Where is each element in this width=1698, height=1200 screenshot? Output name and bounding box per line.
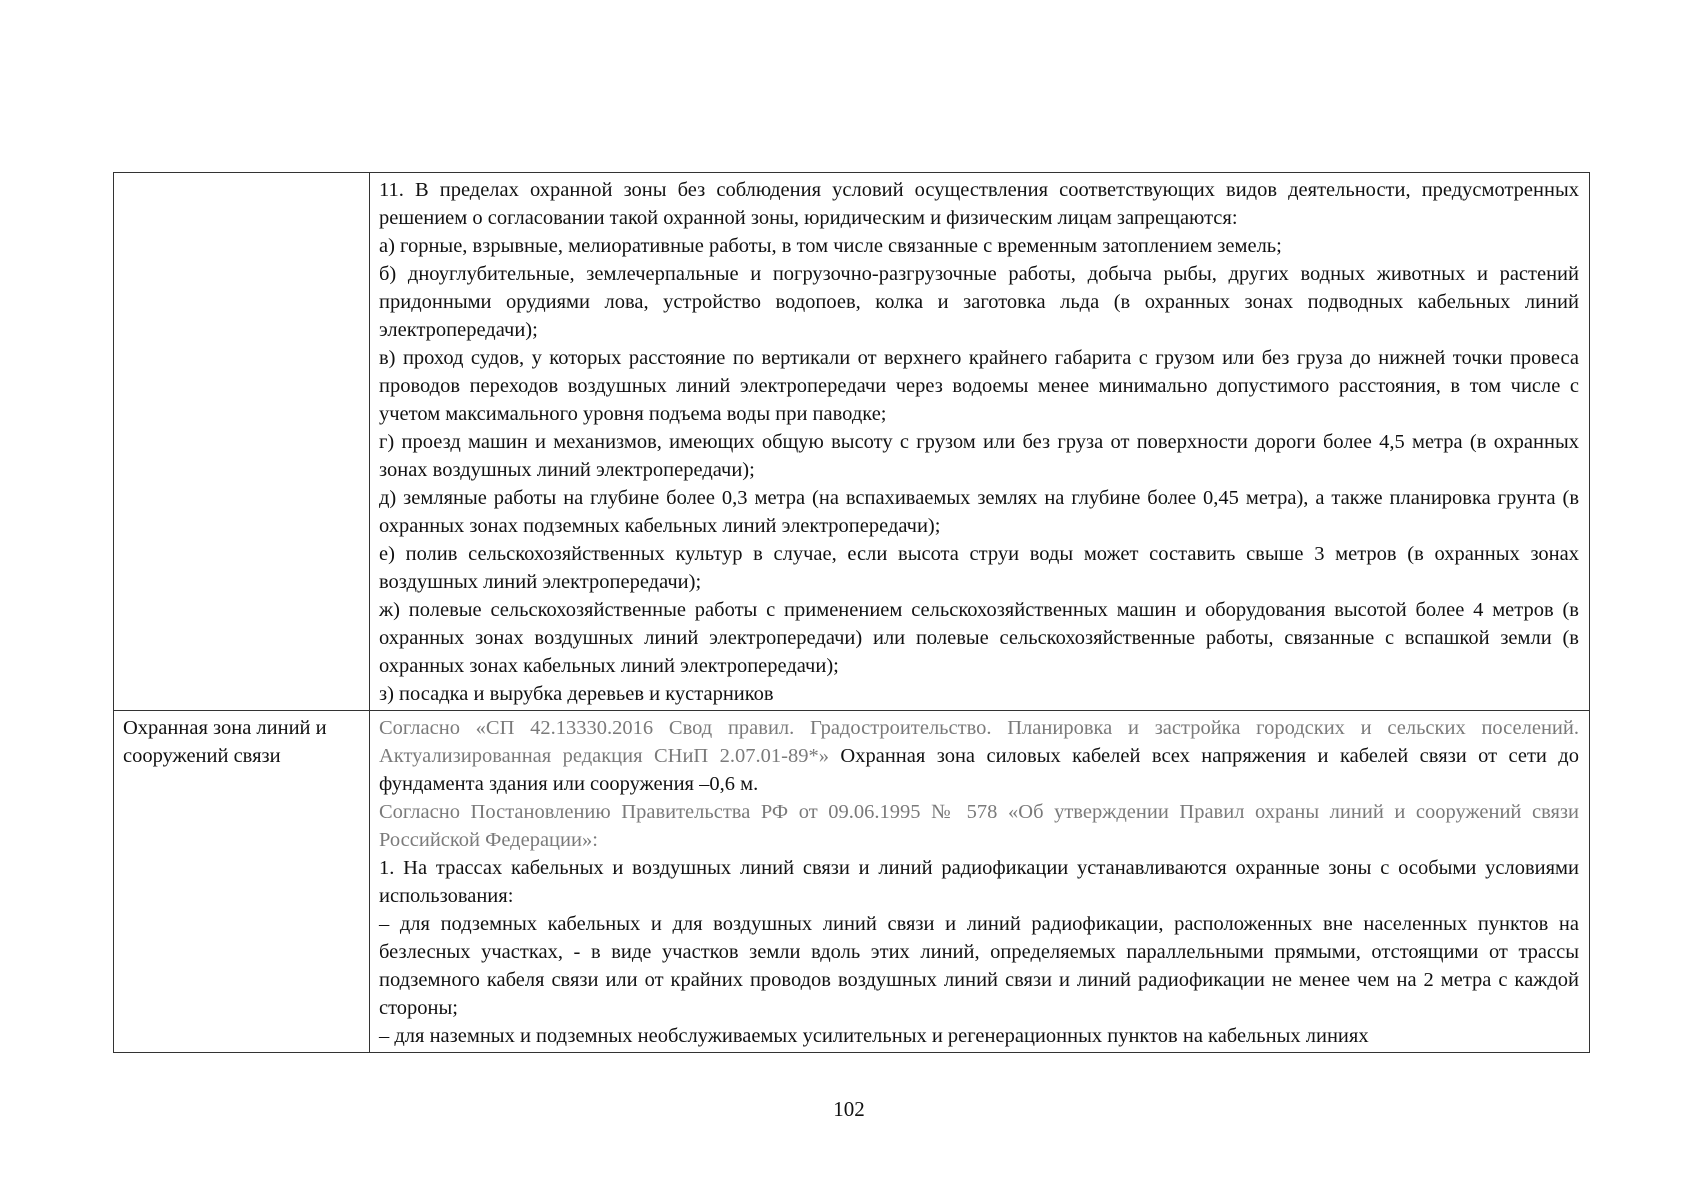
dash-item-2: – для наземных и подземных необслуживаемых усилительных и регенерационных пунктов на кабельных линиях bbox=[379, 1025, 1369, 1047]
zone-description-cell bbox=[370, 173, 1590, 711]
list-item-z: з) посадка и вырубка деревьев и кустарников bbox=[379, 683, 774, 705]
zone-name-cell: Охранная зона линий и сооружений связи bbox=[114, 711, 370, 1053]
zone-description-cell bbox=[370, 711, 1590, 1053]
list-item-g: г) проезд машин и механизмов, имеющих общую высоту с грузом или без груза от поверхности дороги более 4,5 метра (в охранных зонах воздушных линий электропередачи); bbox=[379, 431, 1579, 481]
reference-sp-text: Охранная зона силовых кабелей всех напряжения и кабелей связи от сети до фундамента здания или сооружения –0,6 м. bbox=[379, 745, 1579, 795]
list-item-v: в) проход судов, у которых расстояние по вертикали от верхнего крайнего габарита с грузом или без груза до нижней точки провеса проводов переходов воздушных линий электропередачи через водоемы менее минимально допустимого расстояния, в том числе с учетом максимального уровня подъема воды при паводке; bbox=[379, 347, 1579, 425]
zones-table bbox=[113, 172, 1590, 1053]
list-item-e: е) полив сельскохозяйственных культур в случае, если высота струи воды может составить свыше 3 метров (в охранных зонах воздушных линий электропередачи); bbox=[379, 543, 1579, 593]
item-1: 1. На трассах кабельных и воздушных линий связи и линий радиофикации устанавливаются охранные зоны с особыми условиями использования: bbox=[379, 857, 1579, 907]
list-item-zh: ж) полевые сельскохозяйственные работы с применением сельскохозяйственных машин и оборудования высотой более 4 метров (в охранных зонах воздушных линий электропередачи) или полевые сельскохозяйственные работы, связанные с вспашкой земли (в охранных зонах кабельных линий электропередачи); bbox=[379, 599, 1579, 677]
list-item-d: д) земляные работы на глубине более 0,3 метра (на вспахиваемых землях на глубине более 0,45 метра), а также планировка грунта (в охранных зонах подземных кабельных линий электропередачи); bbox=[379, 487, 1579, 537]
page-number: 102 bbox=[833, 1097, 865, 1121]
reference-sp-paragraph bbox=[379, 714, 1579, 798]
zone-name-cell bbox=[114, 173, 370, 711]
table-row bbox=[114, 711, 1590, 1053]
paragraph-11: 11. В пределах охранной зоны без соблюдения условий осуществления соответствующих видов деятельности, предусмотренных решением о согласовании такой охранной зоны, юридическим и физическим лицам запрещаются: bbox=[379, 179, 1579, 229]
table-row bbox=[114, 173, 1590, 711]
reference-sp-link[interactable]: Согласно «СП 42.13330.2016 Свод правил. Градостроительство. Планировка и застройка городских и сельских поселений. Актуализированная редакция СНиП 2.07.01-89*» bbox=[379, 717, 1579, 767]
list-item-b: б) дноуглубительные, землечерпальные и погрузочно-разгрузочные работы, добыча рыбы, других водных животных и растений придонными орудиями лова, устройство водопоев, колка и заготовка льда (в охранных зонах подводных кабельных линий электропередачи); bbox=[379, 263, 1579, 341]
list-item-a: а) горные, взрывные, мелиоративные работы, в том числе связанные с временным затоплением земель; bbox=[379, 235, 1282, 257]
dash-item-1: – для подземных кабельных и для воздушных линий связи и линий радиофикации, расположенных вне населенных пунктов на безлесных участках, - в виде участков земли вдоль этих линий, определяемых параллельными прямыми, отстоящими от трассы подземного кабеля связи или от крайних проводов воздушных линий связи и линий радиофикации не менее чем на 2 метра с каждой стороны; bbox=[379, 913, 1579, 1019]
reference-resolution-link[interactable]: Согласно Постановлению Правительства РФ от 09.06.1995 № 578 «Об утверждении Правил охраны линий и сооружений связи Российской Федерации»: bbox=[379, 801, 1579, 851]
